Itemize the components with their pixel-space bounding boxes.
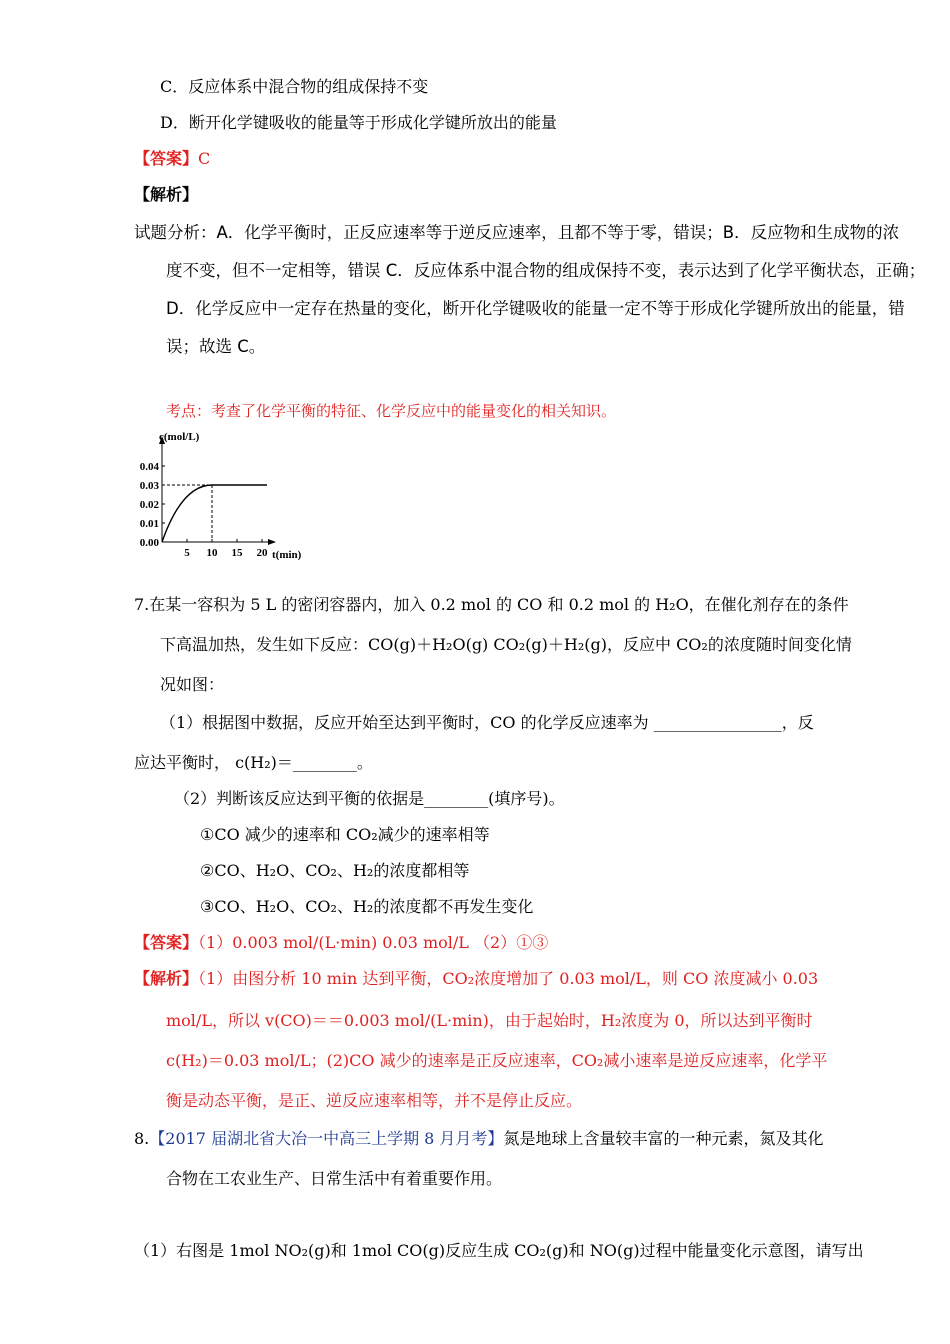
x-axis-label: t(min)	[272, 549, 302, 561]
q7-option: ③CO、H₂O、CO₂、H₂的浓度都不再发生变化	[200, 897, 534, 916]
y-tick-label: 0.00	[139, 537, 159, 549]
x-tick-label: 20	[256, 547, 268, 559]
q7-stem: 况如图：	[160, 675, 225, 694]
analysis-line: 衡是动态平衡，是正、逆反应速率相等，并不是停止反应。	[166, 1091, 583, 1110]
kaodian-note: 考点：考查了化学平衡的特征、化学反应中的能量变化的相关知识。	[166, 402, 617, 420]
q7-stem: 7.在某一容积为 5 L 的密闭容器内，加入 0.2 mol 的 CO 和 0.2 mol 的 H₂O，在催化剂存在的条件	[134, 595, 849, 614]
answer-value: C	[198, 149, 211, 168]
q6-answer	[134, 148, 210, 170]
analysis-line: mol/L，所以 v(CO)＝＝0.003 mol/(L·min)，由于起始时，H₂浓度为 0，所以达到平衡时	[166, 1011, 813, 1030]
answer-tag: 【答案】	[134, 933, 199, 952]
answer-tag: 【答案】	[134, 149, 199, 168]
q7-option: ②CO、H₂O、CO₂、H₂的浓度都相等	[200, 861, 470, 880]
analysis-line: 试题分析：A．化学平衡时，正反应速率等于逆反应速率，且都不等于零，错误；B．反应物和生成物的浓	[134, 223, 900, 242]
option-c: C．反应体系中混合物的组成保持不变	[160, 77, 429, 96]
answer-value: （1）0.003 mol/(L·min) 0.03 mol/L （2）①③	[198, 933, 549, 952]
q8-stem-cont: 合物在工农业生产、日常生活中有着重要作用。	[166, 1169, 503, 1188]
y-axis-label: c(mol/L)	[159, 431, 200, 443]
y-tick-label: 0.02	[139, 499, 159, 511]
analysis-tag: 【解析】	[134, 969, 199, 988]
q8-stem-text: 氮是地球上含量较丰富的一种元素，氮及其化	[503, 1129, 824, 1148]
q7-analysis	[134, 968, 818, 990]
q7-stem: 下高温加热，发生如下反应：CO(g)＋H₂O(g) CO₂(g)＋H₂(g)，反应中 CO₂的浓度随时间变化情	[160, 635, 852, 654]
q7-sub1: （1）根据图中数据，反应开始至达到平衡时，CO 的化学反应速率为 ________________，反	[160, 713, 814, 732]
q8-sub1: （1）右图是 1mol NO₂(g)和 1mol CO(g)反应生成 CO₂(g)和 NO(g)过程中能量变化示意图，请写出	[134, 1241, 864, 1260]
analysis-tag: 【解析】	[134, 185, 199, 204]
y-tick-label: 0.03	[139, 480, 159, 492]
analysis-line: D．化学反应中一定存在热量的变化，断开化学键吸收的能量一定不等于形成化学键所放出的能量，错	[166, 299, 905, 318]
analysis-line: 误；故选 C。	[166, 337, 266, 356]
q8-number: 8.	[134, 1129, 150, 1148]
x-tick-label: 5	[184, 547, 190, 559]
q7-answer	[134, 932, 548, 954]
q8-source: 【2017 届湖北省大冶一中高三上学期 8 月月考】	[149, 1129, 504, 1148]
analysis-line: （1）由图分析 10 min 达到平衡，CO₂浓度增加了 0.03 mol/L，则 CO 浓度减小 0.03	[198, 969, 819, 988]
x-tick-label: 10	[206, 547, 218, 559]
analysis-line: c(H₂)＝0.03 mol/L；(2)CO 减少的速率是正反应速率，CO₂减小速率是逆反应速率，化学平	[166, 1051, 828, 1070]
x-tick-label: 15	[231, 547, 243, 559]
option-d: D．断开化学键吸收的能量等于形成化学键所放出的能量	[160, 113, 557, 132]
series-line	[162, 485, 267, 542]
x-axis-arrow	[268, 539, 276, 545]
y-tick-label: 0.04	[139, 461, 159, 473]
analysis-line: 度不变，但不一定相等，错误 C．反应体系中混合物的组成保持不变，表示达到了化学平衡状态，正确；	[166, 261, 926, 280]
y-tick-label: 0.01	[139, 518, 159, 530]
q7-sub1-cont: 应达平衡时， c(H₂)＝________。	[134, 753, 373, 772]
q7-sub2: （2）判断该反应达到平衡的依据是________(填序号)。	[174, 789, 565, 808]
q8-stem	[134, 1128, 823, 1150]
q7-option: ①CO 减少的速率和 CO₂减少的速率相等	[200, 825, 490, 844]
concentration-chart	[120, 428, 320, 563]
